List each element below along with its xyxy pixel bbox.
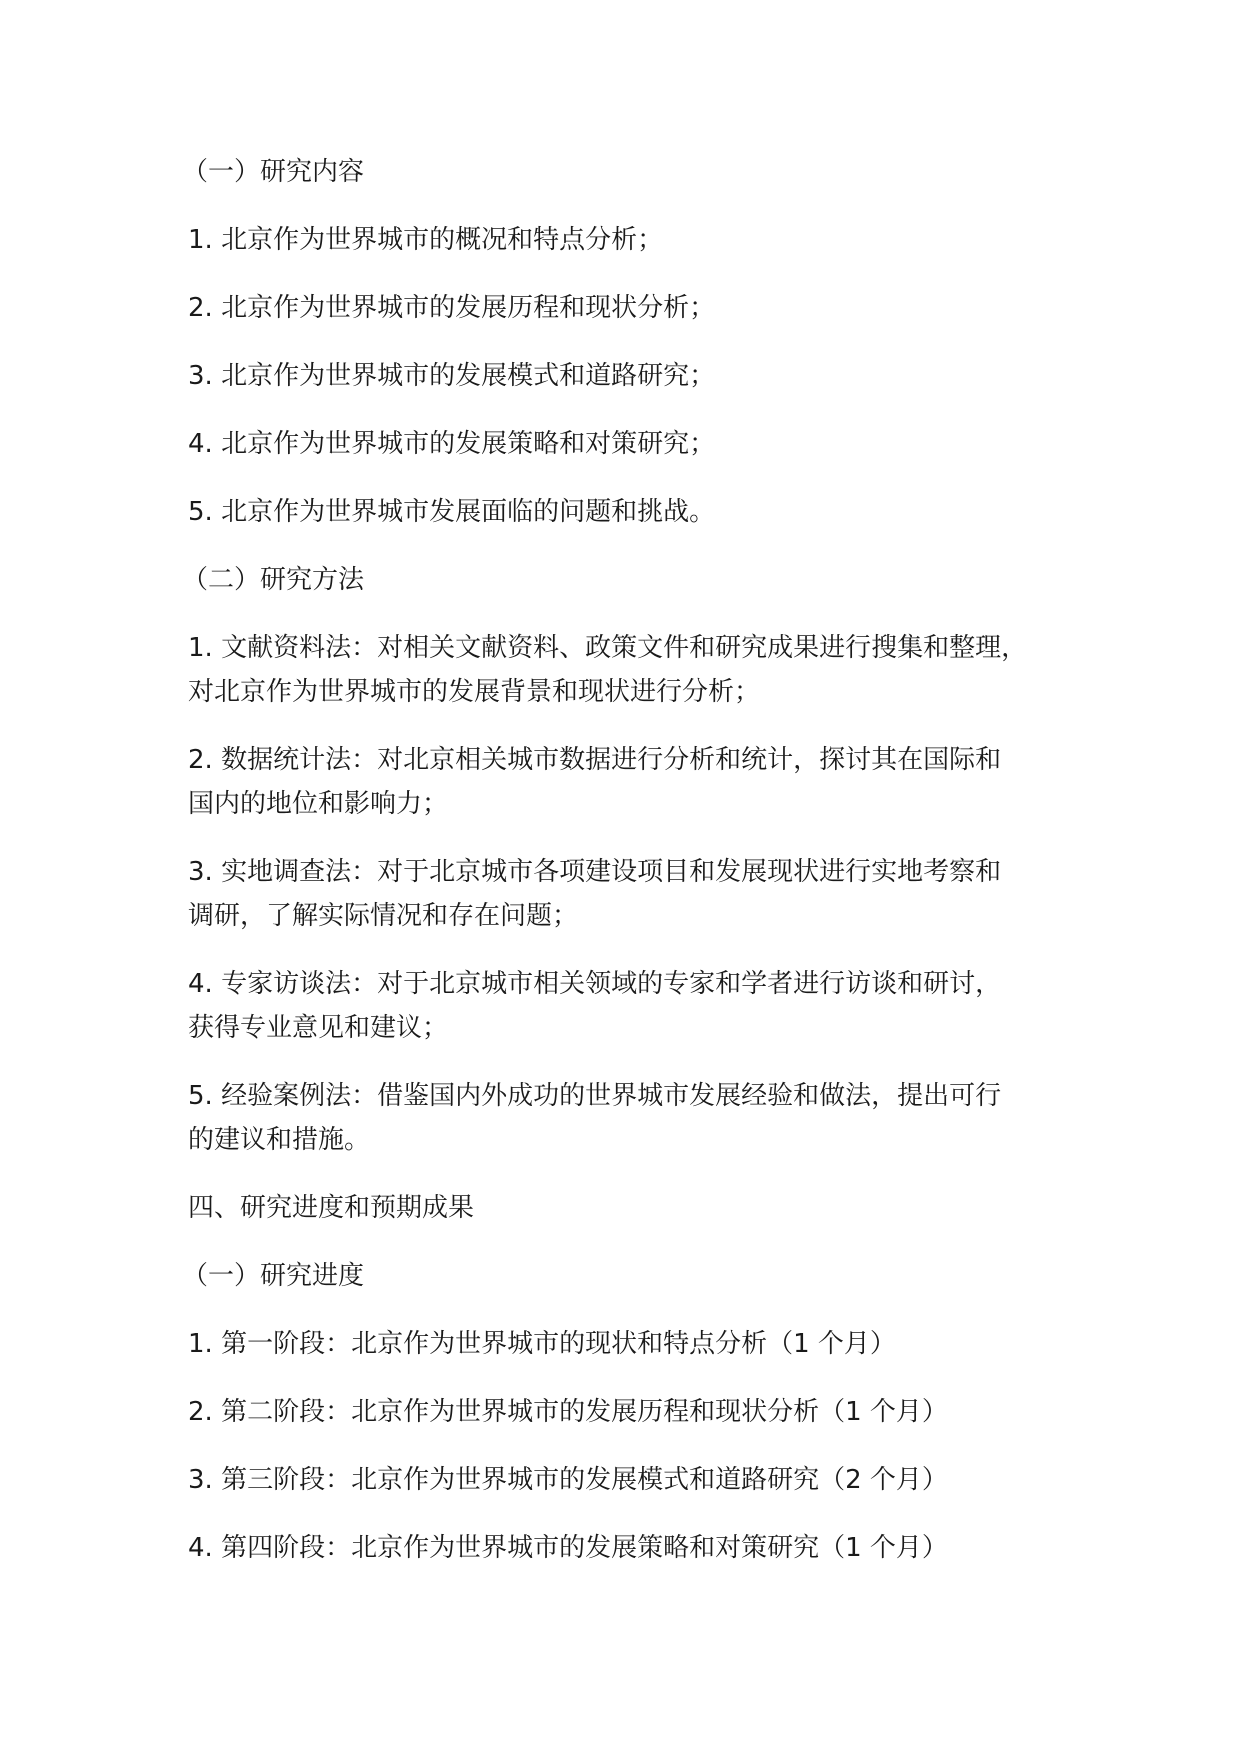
list-item xyxy=(188,1074,1088,1162)
list-item xyxy=(188,286,1088,330)
list-item xyxy=(188,422,1088,466)
list-item-line-1: 1. 文献资料法：对相关文献资料、政策文件和研究成果进行搜集和整理， xyxy=(188,633,1028,663)
list-item xyxy=(188,962,1088,1050)
heading-text: 四、研究进度和预期成果 xyxy=(188,1193,475,1223)
heading-text: （一）研究内容 xyxy=(182,157,365,187)
list-item-line-1: 4. 专家访谈法：对于北京城市相关领域的专家和学者进行访谈和研讨， xyxy=(188,969,1002,999)
list-item xyxy=(188,738,1088,826)
list-item xyxy=(188,850,1088,938)
list-item xyxy=(188,1458,1088,1502)
list-item xyxy=(188,218,1088,262)
list-item xyxy=(188,626,1088,714)
list-item-text: 4. 第四阶段：北京作为世界城市的发展策略和对策研究（1 个月） xyxy=(188,1533,948,1563)
heading-text: （二）研究方法 xyxy=(182,565,365,595)
document-body xyxy=(182,150,1088,1594)
section-heading-part-four xyxy=(188,1186,1088,1230)
list-item-line-1: 5. 经验案例法：借鉴国内外成功的世界城市发展经验和做法，提出可行 xyxy=(188,1081,1002,1111)
list-item xyxy=(188,1322,1088,1366)
list-item xyxy=(188,354,1088,398)
list-item-text: 4. 北京作为世界城市的发展策略和对策研究； xyxy=(188,429,716,459)
section-heading-research-content xyxy=(182,150,1088,194)
list-item-line-1: 3. 实地调查法：对于北京城市各项建设项目和发展现状进行实地考察和 xyxy=(188,857,1002,887)
heading-text: （一）研究进度 xyxy=(182,1261,365,1291)
list-item xyxy=(188,490,1088,534)
list-item-text: 2. 北京作为世界城市的发展历程和现状分析； xyxy=(188,293,716,323)
list-item-line-1: 2. 数据统计法：对北京相关城市数据进行分析和统计，探讨其在国际和 xyxy=(188,745,1002,775)
list-item xyxy=(188,1526,1088,1570)
list-item-text: 1. 第一阶段：北京作为世界城市的现状和特点分析（1 个月） xyxy=(188,1329,896,1359)
list-item xyxy=(188,1390,1088,1434)
list-item-line-2: 对北京作为世界城市的发展背景和现状进行分析； xyxy=(188,677,761,707)
list-item-text: 3. 北京作为世界城市的发展模式和道路研究； xyxy=(188,361,716,391)
list-item-line-2: 的建议和措施。 xyxy=(188,1125,371,1155)
list-item-text: 1. 北京作为世界城市的概况和特点分析； xyxy=(188,225,664,255)
list-item-text: 2. 第二阶段：北京作为世界城市的发展历程和现状分析（1 个月） xyxy=(188,1397,948,1427)
list-item-text: 5. 北京作为世界城市发展面临的问题和挑战。 xyxy=(188,497,716,527)
list-item-text: 3. 第三阶段：北京作为世界城市的发展模式和道路研究（2 个月） xyxy=(188,1465,948,1495)
list-item-line-2: 获得专业意见和建议； xyxy=(188,1013,449,1043)
section-heading-research-method xyxy=(182,558,1088,602)
list-item-line-2: 调研，了解实际情况和存在问题； xyxy=(188,901,579,931)
section-heading-research-progress xyxy=(182,1254,1088,1298)
list-item-line-2: 国内的地位和影响力； xyxy=(188,789,449,819)
